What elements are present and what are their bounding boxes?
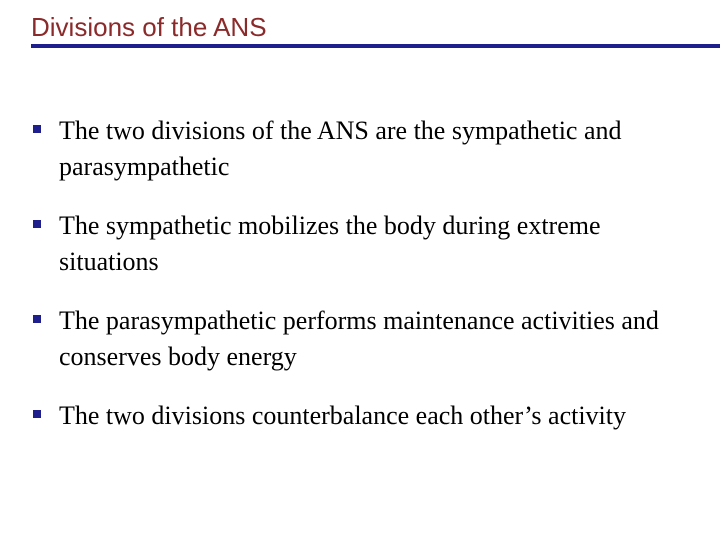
bullet-item — [31, 303, 701, 375]
square-bullet-icon — [33, 315, 41, 323]
square-bullet-icon — [33, 125, 41, 133]
bullet-list — [31, 113, 701, 457]
slide-title: Divisions of the ANS — [31, 12, 267, 42]
bullet-text: The two divisions counterbalance each other’s activity — [59, 401, 626, 430]
bullet-item — [31, 208, 701, 280]
bullet-text: The parasympathetic performs maintenance activities and conserves body energy — [59, 306, 659, 371]
bullet-item — [31, 398, 701, 434]
square-bullet-icon — [33, 220, 41, 228]
title-underline — [31, 44, 720, 48]
bullet-text: The two divisions of the ANS are the sympathetic and parasympathetic — [59, 116, 622, 181]
bullet-item — [31, 113, 701, 185]
square-bullet-icon — [33, 410, 41, 418]
bullet-text: The sympathetic mobilizes the body during extreme situations — [59, 211, 601, 276]
